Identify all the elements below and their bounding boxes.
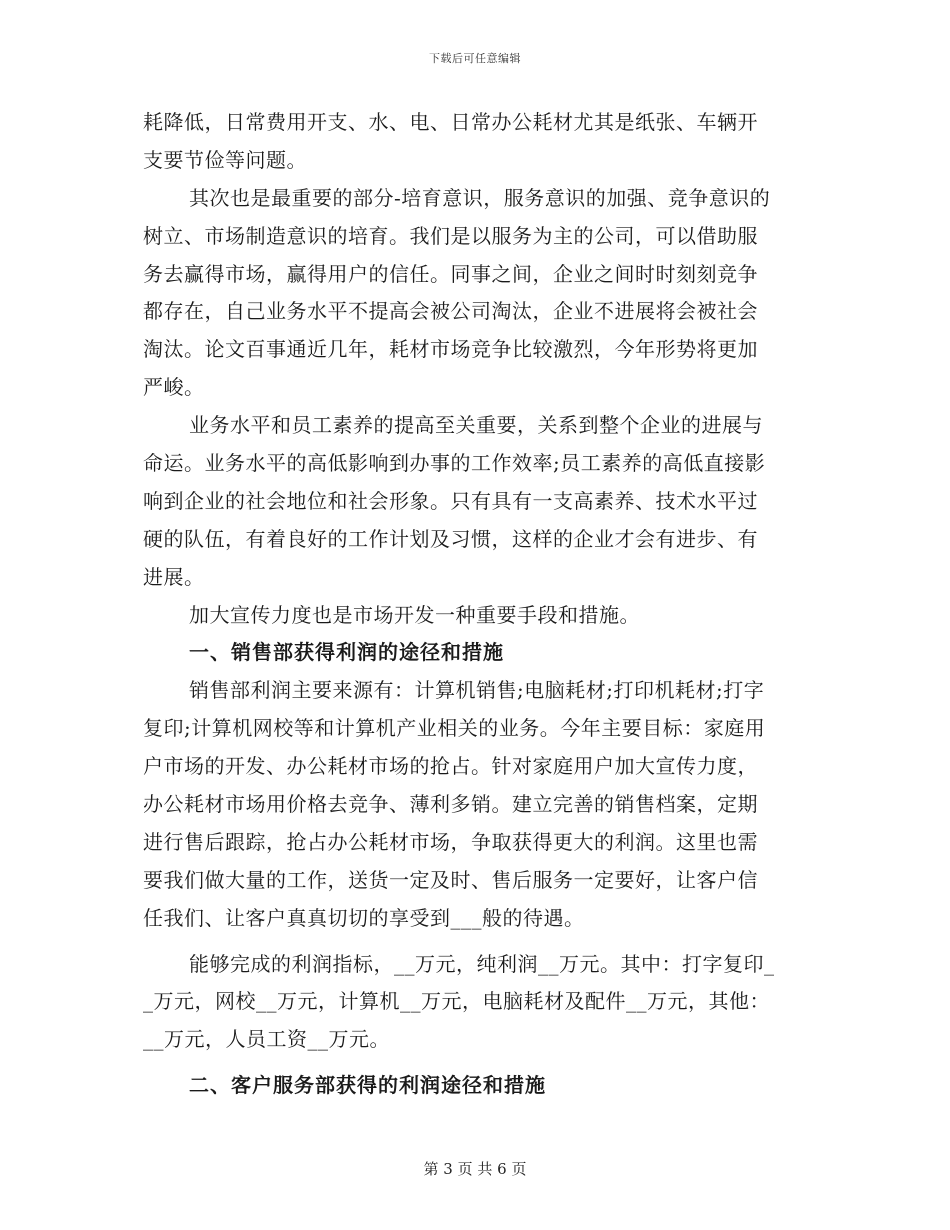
body-line: 户市场的开发、办公耗材市场的抢占。针对家庭用户加大宣传力度，: [143, 754, 758, 779]
paragraph-first-line: 业务水平和员工素养的提高至关重要，关系到整个企业的进展与: [189, 413, 763, 438]
body-line: 耗降低，日常费用开支、水、电、日常办公耗材尤其是纸张、车辆开: [143, 110, 758, 134]
body-line: 命运。业务水平的高低影响到办事的工作效率;员工素养的高低直接影: [143, 451, 766, 476]
section-heading-sales: 一、销售部获得利润的途径和措施: [189, 640, 504, 665]
body-line: 办公耗材市场用价格去竞争、薄利多销。建立完善的销售档案，定期: [143, 792, 758, 817]
page-number: 第 3 页 共 6 页: [423, 1160, 527, 1178]
section-heading-customer-service: 二、客户服务部获得的利润途径和措施: [189, 1073, 546, 1098]
body-line: 任我们、让客户真真切切的享受到___般的待遇。: [143, 905, 585, 930]
paragraph-first-line: 销售部利润主要来源有：计算机销售;电脑耗材;打印机耗材;打字: [189, 678, 765, 703]
paragraph-first-line: 加大宣传力度也是市场开发一种重要手段和措施。: [189, 602, 640, 627]
body-line: 务去赢得市场，赢得用户的信任。同事之间，企业之间时时刻刻竞争: [143, 261, 758, 286]
body-line: 淘汰。论文百事通近几年，耗材市场竞争比较激烈，今年形势将更加: [143, 337, 758, 362]
body-line: 树立、市场制造意识的培育。我们是以服务为主的公司，可以借助服: [143, 223, 758, 248]
body-line: 进行售后跟踪，抢占办公耗材市场，争取获得更大的利润。这里也需: [143, 829, 758, 854]
body-line: 严峻。: [143, 375, 205, 400]
body-line: __万元，人员工资__万元。: [143, 1027, 390, 1052]
body-line: 要我们做大量的工作，送货一定及时、售后服务一定要好，让客户信: [143, 867, 758, 892]
body-line: 进展。: [143, 564, 205, 589]
body-line: 响到企业的社会地位和社会形象。只有具有一支高素养、技术水平过: [143, 488, 758, 513]
paragraph-first-line: 能够完成的利润指标，__万元，纯利润__万元。其中：打字复印_: [189, 951, 775, 976]
document-body: [143, 104, 807, 1105]
body-line: 复印;计算机网校等和计算机产业相关的业务。今年主要目标：家庭用: [143, 716, 766, 741]
body-line: _万元，网校__万元，计算机__万元，电脑耗材及配件__万元，其他：: [143, 989, 770, 1014]
page-header-note: 下载后可任意编辑: [429, 52, 521, 65]
paragraph-first-line: 其次也是最重要的部分-培育意识，服务意识的加强、竞争意识的: [189, 185, 771, 210]
body-line: 支要节俭等问题。: [143, 147, 307, 172]
body-line: 硬的队伍，有着良好的工作计划及习惯，这样的企业才会有进步、有: [143, 526, 758, 551]
body-line: 都存在，自己业务水平不提高会被公司淘汰，企业不进展将会被社会: [143, 299, 758, 324]
